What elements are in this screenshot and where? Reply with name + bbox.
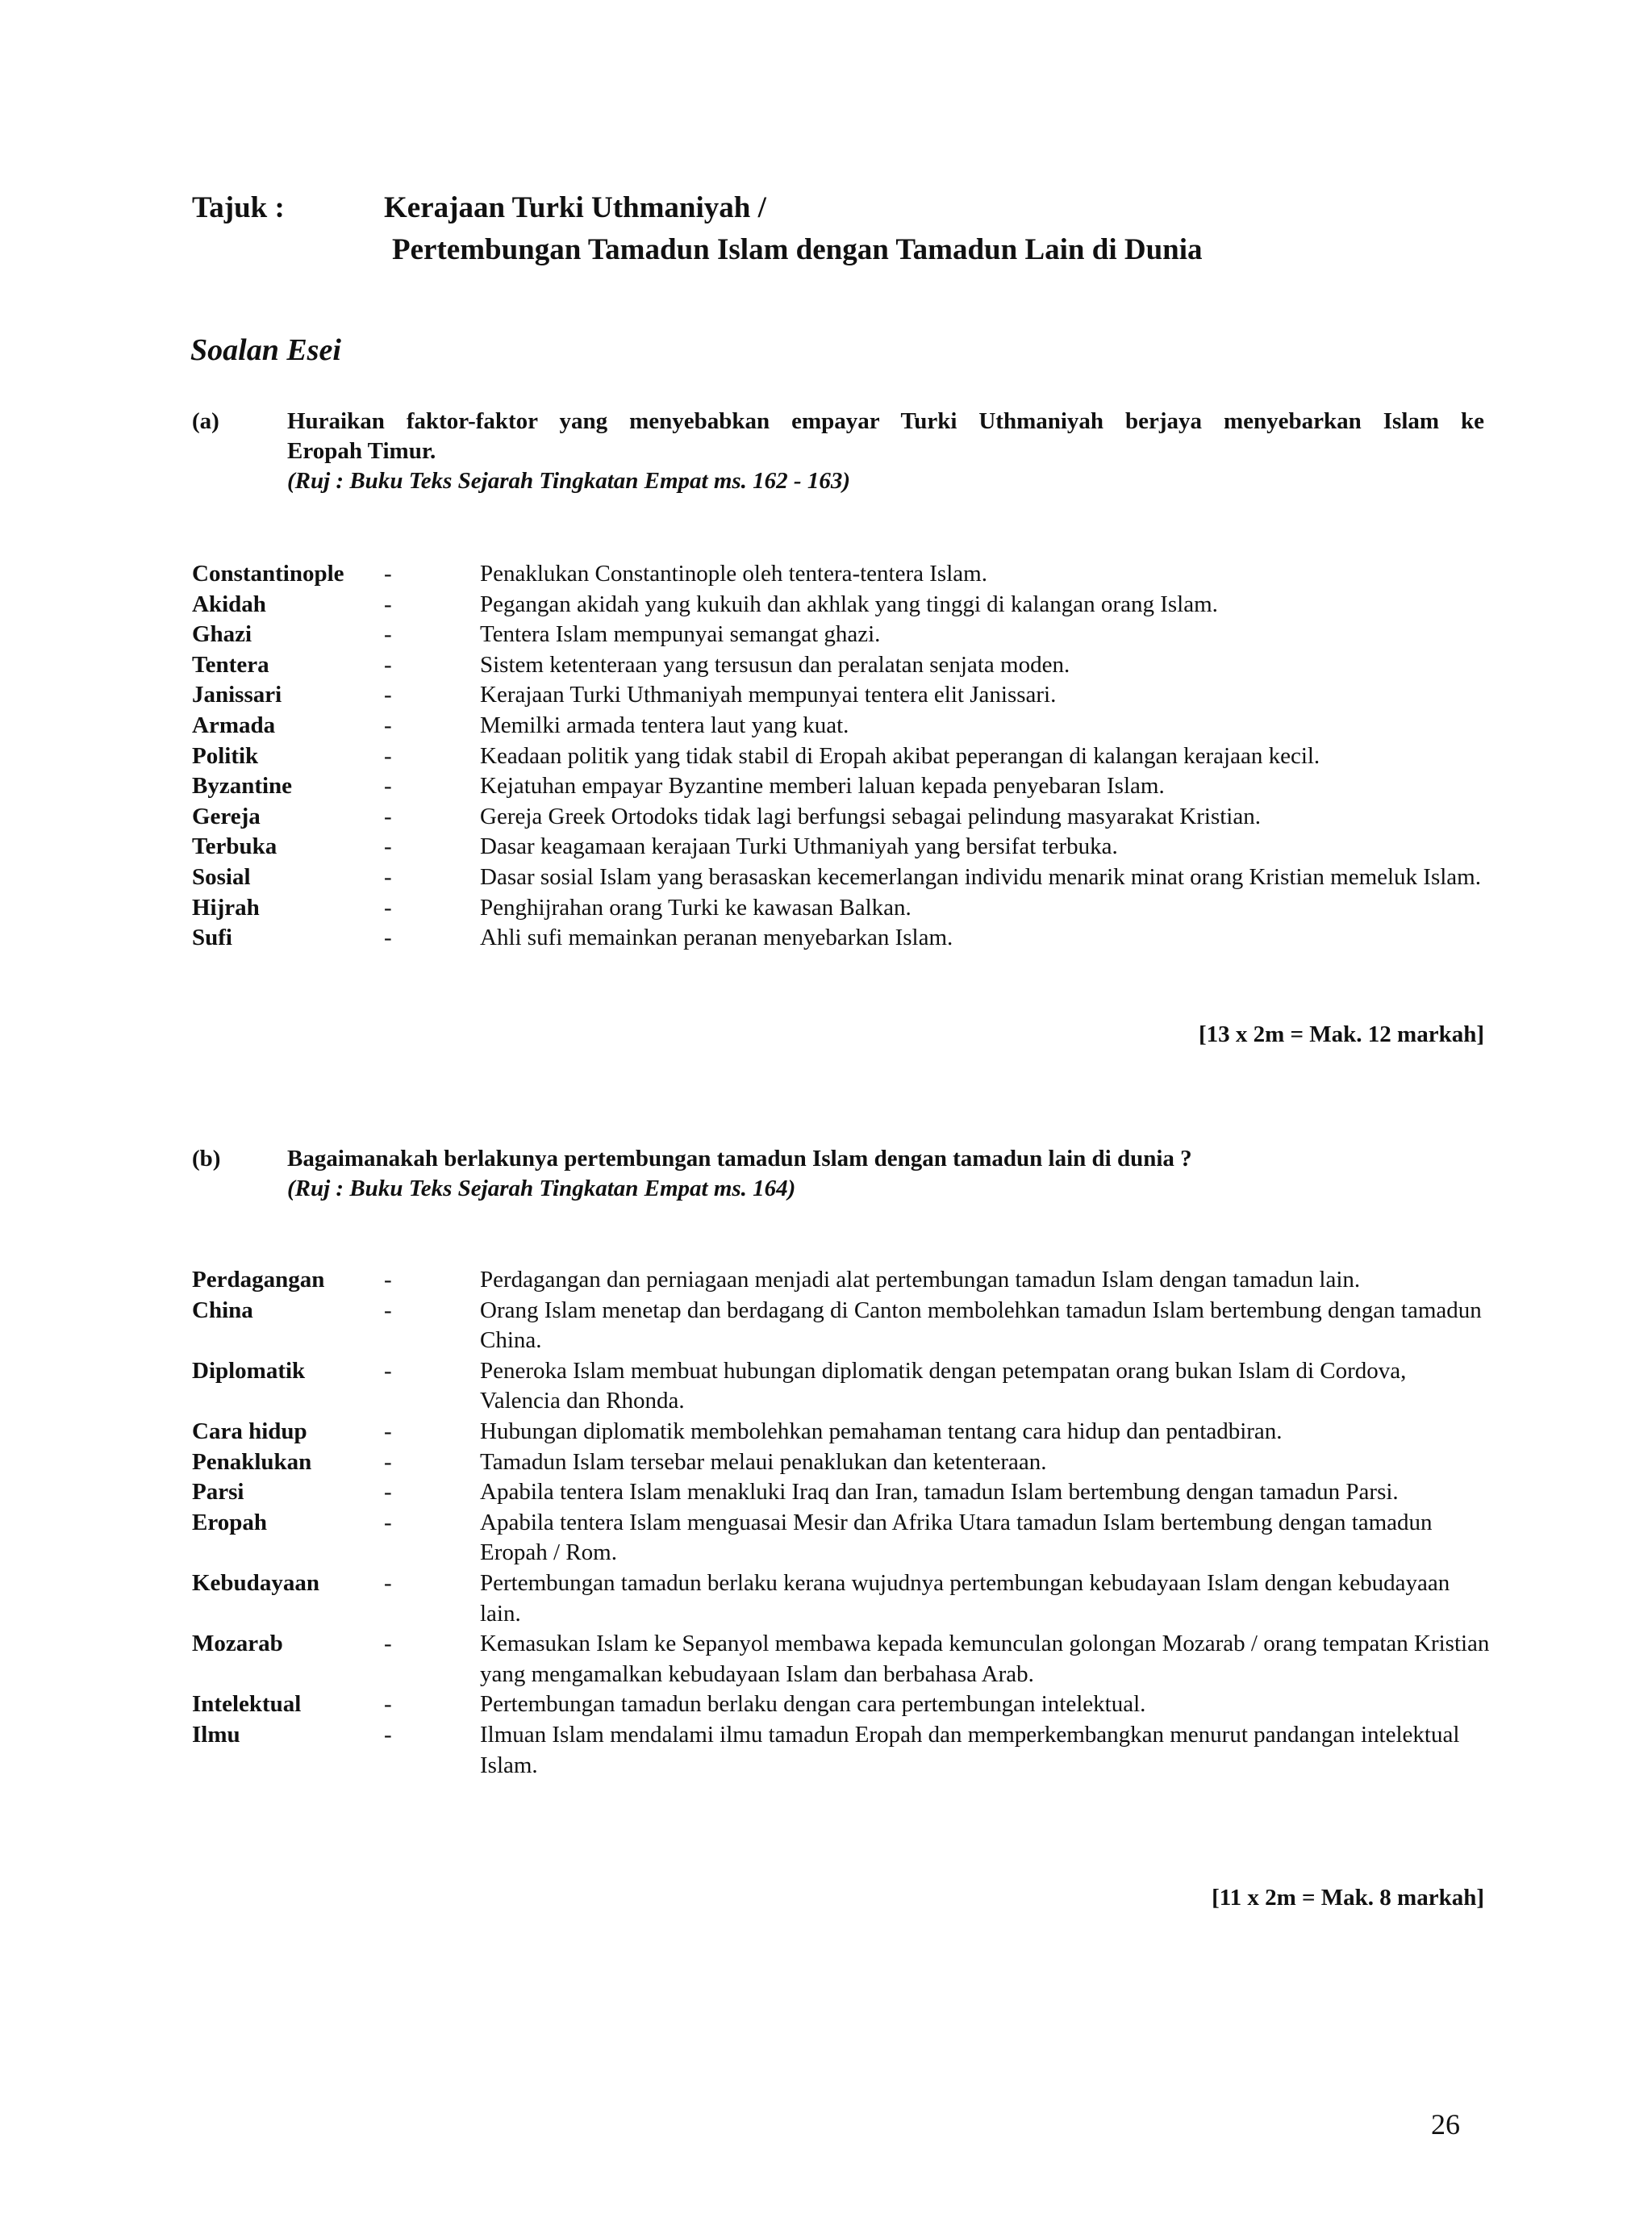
answer-dash: - xyxy=(384,1631,392,1657)
answer-row xyxy=(192,1629,1491,1689)
answer-row xyxy=(192,923,1491,954)
question-a-label: (a) xyxy=(192,408,219,434)
answer-dash: - xyxy=(384,1479,392,1506)
question-b-reference: (Ruj : Buku Teks Sejarah Tingkatan Empat ms. 164) xyxy=(287,1176,796,1201)
answer-text: Orang Islam menetap dan berdagang di Canton membolehkan tamadun Islam bertembung dengan tamadun China. xyxy=(480,1297,1482,1354)
answer-row xyxy=(192,559,1491,590)
answer-dash: - xyxy=(384,682,392,708)
answer-row xyxy=(192,1720,1491,1781)
answer-dash: - xyxy=(384,894,392,921)
answer-text: Peneroka Islam membuat hubungan diplomatik dengan petempatan orang bukan Islam di Cordova, Valencia dan Rhonda. xyxy=(480,1357,1407,1414)
answer-keyword: Ilmu xyxy=(192,1721,240,1748)
answer-text: Pertembungan tamadun berlaku dengan cara pertembungan intelektual. xyxy=(480,1691,1146,1718)
answer-keyword: Constantinople xyxy=(192,561,344,587)
answer-dash: - xyxy=(384,1448,392,1475)
answer-keyword: Sufi xyxy=(192,925,232,951)
answer-text: Keadaan politik yang tidak stabil di Eropah akibat peperangan di kalangan kerajaan kecil. xyxy=(480,742,1320,769)
answer-row xyxy=(192,1417,1491,1447)
topic-title-line2: Pertembungan Tamadun Islam dengan Tamadun Lain di Dunia xyxy=(392,233,1203,266)
answer-dash: - xyxy=(384,925,392,951)
answer-keyword: Armada xyxy=(192,712,276,738)
answer-row xyxy=(192,590,1491,620)
answer-text: Ahli sufi memainkan peranan menyebarkan Islam. xyxy=(480,925,953,951)
answer-dash: - xyxy=(384,833,392,860)
topic-title-line1: Kerajaan Turki Uthmaniyah / xyxy=(384,191,766,224)
answer-keyword: Byzantine xyxy=(192,773,293,800)
answer-row xyxy=(192,680,1491,711)
answer-dash: - xyxy=(384,1297,392,1323)
answer-keyword: Mozarab xyxy=(192,1631,283,1657)
answer-row xyxy=(192,620,1491,650)
answer-row xyxy=(192,741,1491,772)
answer-text: Dasar sosial Islam yang berasaskan kecemerlangan individu menarik minat orang Kristian memeluk Islam. xyxy=(480,863,1481,890)
answer-text: Kerajaan Turki Uthmaniyah mempunyai tentera elit Janissari. xyxy=(480,682,1057,708)
answer-row xyxy=(192,771,1491,802)
answer-dash: - xyxy=(384,1569,392,1596)
answer-keyword: Diplomatik xyxy=(192,1357,306,1384)
answer-text: Perdagangan dan perniagaan menjadi alat pertembungan tamadun Islam dengan tamadun lain. xyxy=(480,1267,1361,1293)
question-a-reference: (Ruj : Buku Teks Sejarah Tingkatan Empat ms. 162 - 163) xyxy=(287,468,850,494)
answer-row xyxy=(192,1447,1491,1478)
answer-text: Dasar keagamaan kerajaan Turki Uthmaniyah yang bersifat terbuka. xyxy=(480,833,1118,860)
answer-row xyxy=(192,893,1491,924)
answer-dash: - xyxy=(384,621,392,648)
answer-text: Memilki armada tentera laut yang kuat. xyxy=(480,712,849,738)
answer-row xyxy=(192,1689,1491,1720)
answer-row xyxy=(192,832,1491,862)
answer-row xyxy=(192,1265,1491,1296)
answer-keyword: Hijrah xyxy=(192,894,260,921)
answer-row xyxy=(192,1508,1491,1568)
answer-dash: - xyxy=(384,651,392,678)
answer-dash: - xyxy=(384,773,392,800)
answer-dash: - xyxy=(384,742,392,769)
answer-text: Apabila tentera Islam menakluki Iraq dan Iran, tamadun Islam bertembung dengan tamadun Parsi. xyxy=(480,1479,1399,1506)
question-a-text xyxy=(287,407,1484,496)
answer-keyword: Gereja xyxy=(192,803,261,829)
answer-row xyxy=(192,862,1491,893)
topic-label: Tajuk : xyxy=(192,191,285,224)
question-b-label: (b) xyxy=(192,1146,221,1172)
answer-text: Pegangan akidah yang kukuih dan akhlak yang tinggi di kalangan orang Islam. xyxy=(480,591,1218,617)
answer-keyword: Ghazi xyxy=(192,621,252,648)
answer-keyword: Intelektual xyxy=(192,1691,302,1718)
answer-dash: - xyxy=(384,712,392,738)
answer-dash: - xyxy=(384,1267,392,1293)
answer-keyword: Cara hidup xyxy=(192,1418,307,1444)
answer-row xyxy=(192,1296,1491,1356)
question-b-line1: Bagaimanakah berlakunya pertembungan tamadun Islam dengan tamadun lain di dunia ? xyxy=(287,1146,1192,1172)
answer-keyword: Penaklukan xyxy=(192,1448,312,1475)
answer-keyword: Eropah xyxy=(192,1509,267,1535)
answer-dash: - xyxy=(384,803,392,829)
answer-text: Gereja Greek Ortodoks tidak lagi berfungsi sebagai pelindung masyarakat Kristian. xyxy=(480,803,1261,829)
answer-row xyxy=(192,802,1491,833)
answer-keyword: Sosial xyxy=(192,863,251,890)
answer-text: Tamadun Islam tersebar melaui penaklukan dan ketenteraan. xyxy=(480,1448,1047,1475)
answer-keyword: Tentera xyxy=(192,651,269,678)
answer-text: Apabila tentera Islam menguasai Mesir dan Afrika Utara tamadun Islam bertembung dengan tamadun Eropah / Rom. xyxy=(480,1509,1433,1566)
answer-dash: - xyxy=(384,1509,392,1535)
answer-dash: - xyxy=(384,1721,392,1748)
answer-keyword: Politik xyxy=(192,742,259,769)
answer-dash: - xyxy=(384,591,392,617)
answer-keyword: China xyxy=(192,1297,253,1323)
answer-row xyxy=(192,711,1491,741)
answer-list-b xyxy=(192,1265,1491,1781)
answer-keyword: Parsi xyxy=(192,1479,244,1506)
answer-keyword: Kebudayaan xyxy=(192,1569,319,1596)
answer-dash: - xyxy=(384,1418,392,1444)
answer-text: Hubungan diplomatik membolehkan pemahaman tentang cara hidup dan pentadbiran. xyxy=(480,1418,1283,1444)
marks-a: [13 x 2m = Mak. 12 markah] xyxy=(1198,1021,1484,1047)
answer-text: Penaklukan Constantinople oleh tentera-tentera Islam. xyxy=(480,561,987,587)
page-number: 26 xyxy=(1431,2108,1460,2141)
answer-row xyxy=(192,1356,1491,1417)
answer-row xyxy=(192,1568,1491,1629)
section-heading: Soalan Esei xyxy=(190,333,341,367)
answer-dash: - xyxy=(384,561,392,587)
answer-text: Kejatuhan empayar Byzantine memberi laluan kepada penyebaran Islam. xyxy=(480,773,1165,800)
question-b-text xyxy=(287,1144,1484,1204)
answer-text: Tentera Islam mempunyai semangat ghazi. xyxy=(480,621,881,648)
answer-text: Kemasukan Islam ke Sepanyol membawa kepada kemunculan golongan Mozarab / orang tempatan Kristian yang mengamalkan kebudayaan Islam dan berbahasa Arab. xyxy=(480,1631,1490,1687)
question-a-line1: Huraikan faktor-faktor yang menyebabkan empayar Turki Uthmaniyah berjaya menyebarkan Islam ke xyxy=(287,408,1484,434)
answer-keyword: Terbuka xyxy=(192,833,277,860)
question-a-line2: Eropah Timur. xyxy=(287,438,436,464)
answer-text: Pertembungan tamadun berlaku kerana wujudnya pertembungan kebudayaan Islam dengan kebudayaan lain. xyxy=(480,1569,1450,1627)
answer-list-a xyxy=(192,559,1491,954)
answer-dash: - xyxy=(384,1691,392,1718)
answer-keyword: Janissari xyxy=(192,682,282,708)
answer-keyword: Akidah xyxy=(192,591,266,617)
answer-dash: - xyxy=(384,1357,392,1384)
answer-row xyxy=(192,650,1491,681)
answer-dash: - xyxy=(384,863,392,890)
answer-text: Ilmuan Islam mendalami ilmu tamadun Eropah dan memperkembangkan menurut pandangan intelektual Islam. xyxy=(480,1721,1460,1778)
answer-row xyxy=(192,1477,1491,1508)
answer-text: Penghijrahan orang Turki ke kawasan Balkan. xyxy=(480,894,912,921)
answer-keyword: Perdagangan xyxy=(192,1267,325,1293)
answer-text: Sistem ketenteraan yang tersusun dan peralatan senjata moden. xyxy=(480,651,1070,678)
marks-b: [11 x 2m = Mak. 8 markah] xyxy=(1212,1885,1484,1911)
